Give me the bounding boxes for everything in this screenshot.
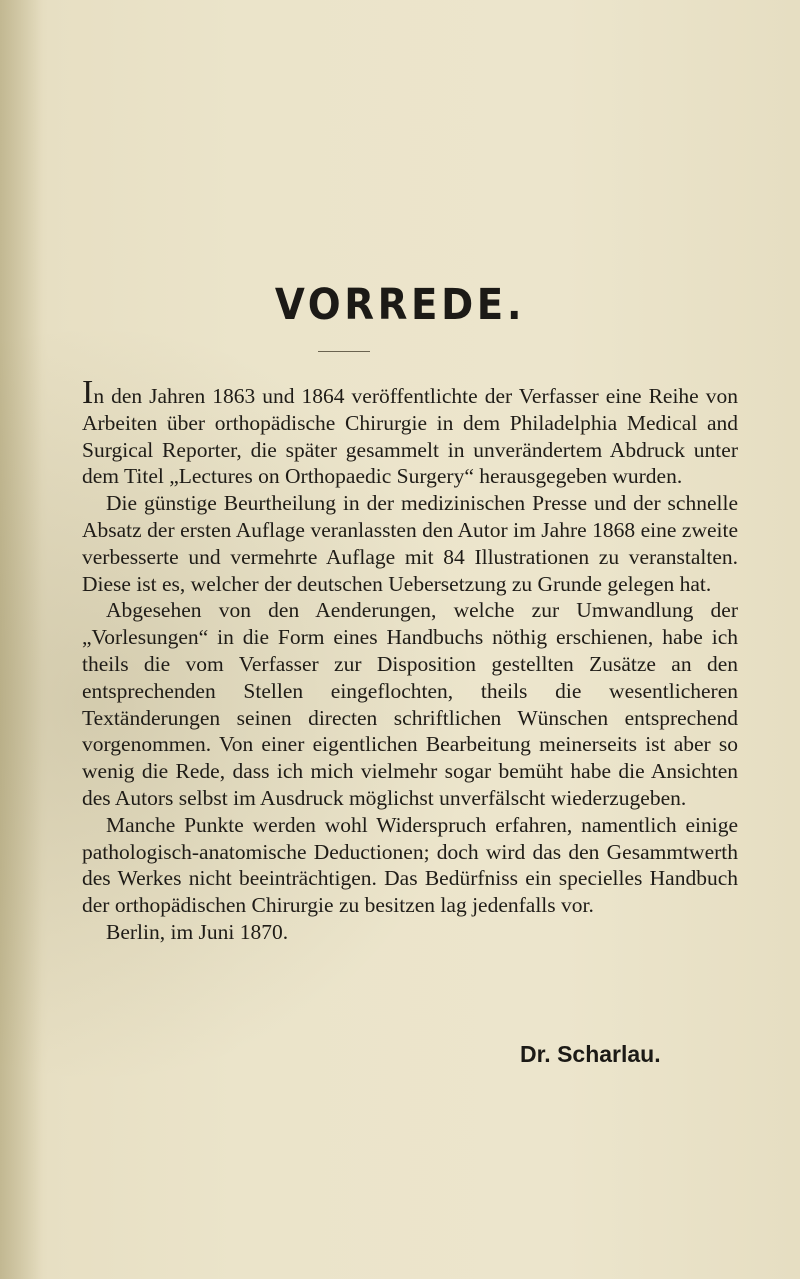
paragraph-4: Manche Punkte werden wohl Widerspruch erfahren, namentlich einige pathologisch-anatomische Deductionen; doch wird das den Gesammtwerth des Werkes nicht beeinträchtigen. Das Bedürfniss ein specielles Handbuch der orthopädischen Chirurgie zu besitzen lag jedenfalls vor. (82, 812, 738, 918)
paragraph-2: Die günstige Beurtheilung in der medizinischen Presse und der schnelle Absatz der ersten Auflage veranlassten den Autor im Jahre 1868 eine zweite verbesserte und vermehrte Auflage mit 84 Illustrationen zu veranstalten. Diese ist es, welcher der deutschen Uebersetzung zu Grunde gelegen hat. (82, 491, 738, 596)
page-gutter-shadow (0, 0, 42, 1279)
paragraph-3: Abgesehen von den Aenderungen, welche zur Umwandlung der „Vorlesungen“ in die Form eines Handbuchs nöthig erschienen, habe ich theils die vom Verfasser zur Disposition gestellten Zusätze an den entsprechenden Stellen eingeflochten, theils die wesentlicheren Textänderungen seinen directen schriftlichen Wünschen entsprechend vorgenommen. Von einer eigentlichen Bearbeitung meinerseits ist aber so wenig die Rede, dass ich mich vielmehr sogar bemüht habe die Ansichten des Autors selbst im Ausdruck möglichst unverfälscht wiederzugeben. (82, 598, 738, 810)
page-title: VORREDE. (274, 280, 526, 330)
paragraph-1: In den Jahren 1863 und 1864 veröffentlichte der Verfasser eine Reihe von Arbeiten über orthopädische Chirurgie in dem Philadelphia Medical and Surgical Reporter, die später gesammelt in unverändertem Abdruck unter dem Titel „Lectures on Orthopaedic Surgery“ herausgegeben wurden. (82, 374, 738, 489)
dateline: Berlin, im Juni 1870. (106, 919, 289, 944)
author-signature: Dr. Scharlau. (520, 1041, 661, 1067)
preface-body (82, 374, 738, 946)
title-divider (318, 351, 370, 352)
